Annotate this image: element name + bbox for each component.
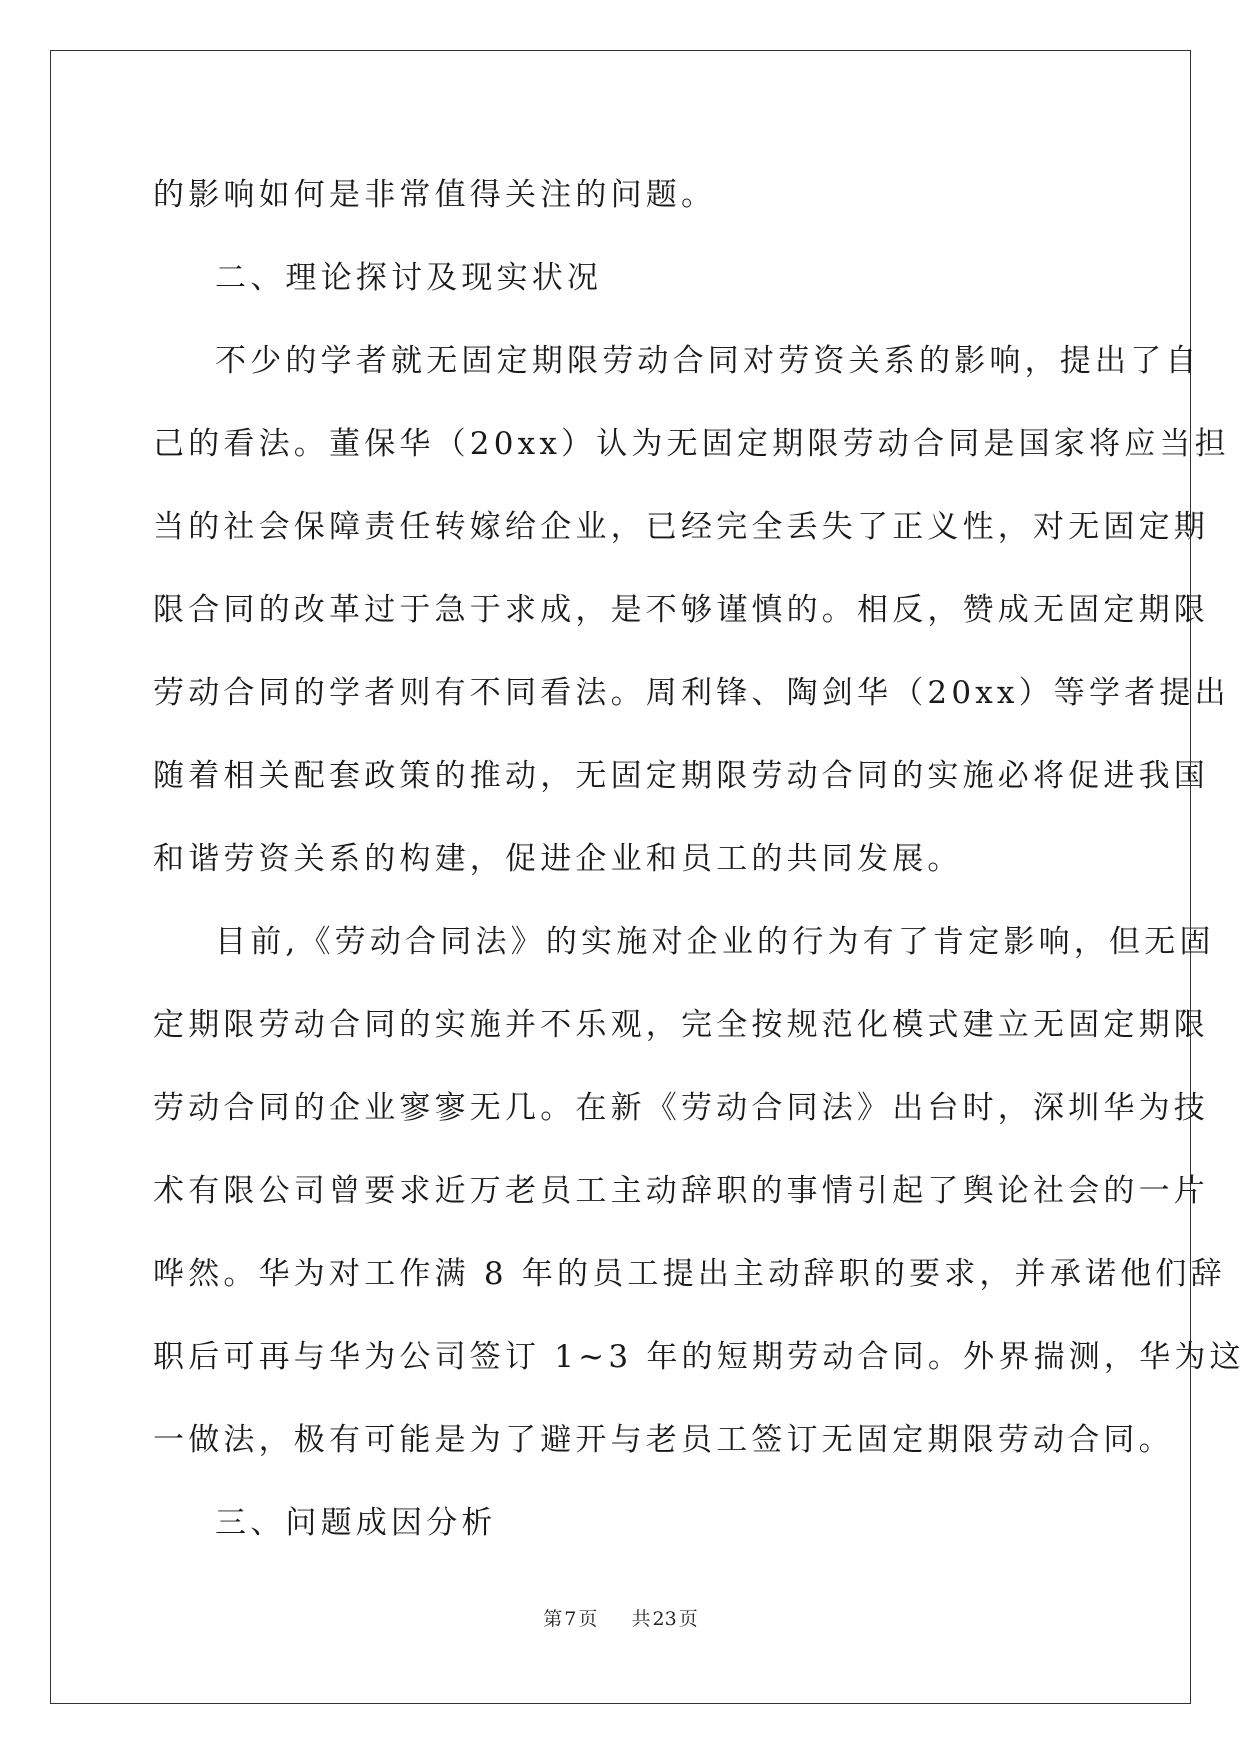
text-line: 术有限公司曾要求近万老员工主动辞职的事情引起了舆论社会的一片 xyxy=(153,1173,1209,1209)
text-line: 三、问题成因分析 xyxy=(215,1505,497,1541)
text-line: 不少的学者就无固定期限劳动合同对劳资关系的影响，提出了自 xyxy=(215,343,1201,379)
page-footer xyxy=(0,1604,1241,1631)
text-line: 随着相关配套政策的推动，无固定期限劳动合同的实施必将促进我国 xyxy=(153,758,1209,794)
document-body xyxy=(153,154,1245,1565)
total-suffix: 页 xyxy=(678,1608,698,1630)
text-line: 劳动合同的学者则有不同看法。周利锋、陶剑华（20xx）等学者提出 xyxy=(153,675,1230,711)
text-line: 目前,《劳动合同法》的实施对企业的行为有了肯定影响，但无固 xyxy=(215,924,1215,960)
text-line: 的影响如何是非常值得关注的问题。 xyxy=(153,177,717,213)
page-suffix: 页 xyxy=(578,1608,598,1630)
text-line: 定期限劳动合同的实施并不乐观，完全按规范化模式建立无固定期限 xyxy=(153,1007,1209,1043)
text-line: 限合同的改革过于急于求成，是不够谨慎的。相反，赞成无固定期限 xyxy=(153,592,1209,628)
total-prefix: 共 xyxy=(631,1608,651,1630)
text-line: 劳动合同的企业寥寥无几。在新《劳动合同法》出台时，深圳华为技 xyxy=(153,1090,1209,1126)
total-pages: 23 xyxy=(652,1608,677,1630)
text-line: 职后可再与华为公司签订 1~3 年的短期劳动合同。外界揣测，华为这 xyxy=(153,1339,1245,1375)
text-line: 己的看法。董保华（20xx）认为无固定期限劳动合同是国家将应当担 xyxy=(153,426,1230,462)
text-line: 哗然。华为对工作满 8 年的员工提出主动辞职的要求，并承诺他们辞 xyxy=(153,1256,1226,1292)
text-line: 和谐劳资关系的构建，促进企业和员工的共同发展。 xyxy=(153,841,963,877)
page-number: 7 xyxy=(564,1608,577,1630)
text-line: 一做法，极有可能是为了避开与老员工签订无固定期限劳动合同。 xyxy=(153,1422,1174,1458)
page-prefix: 第 xyxy=(543,1608,563,1630)
text-line: 当的社会保障责任转嫁给企业，已经完全丢失了正义性，对无固定期 xyxy=(153,509,1209,545)
text-line: 二、理论探讨及现实状况 xyxy=(215,260,603,296)
